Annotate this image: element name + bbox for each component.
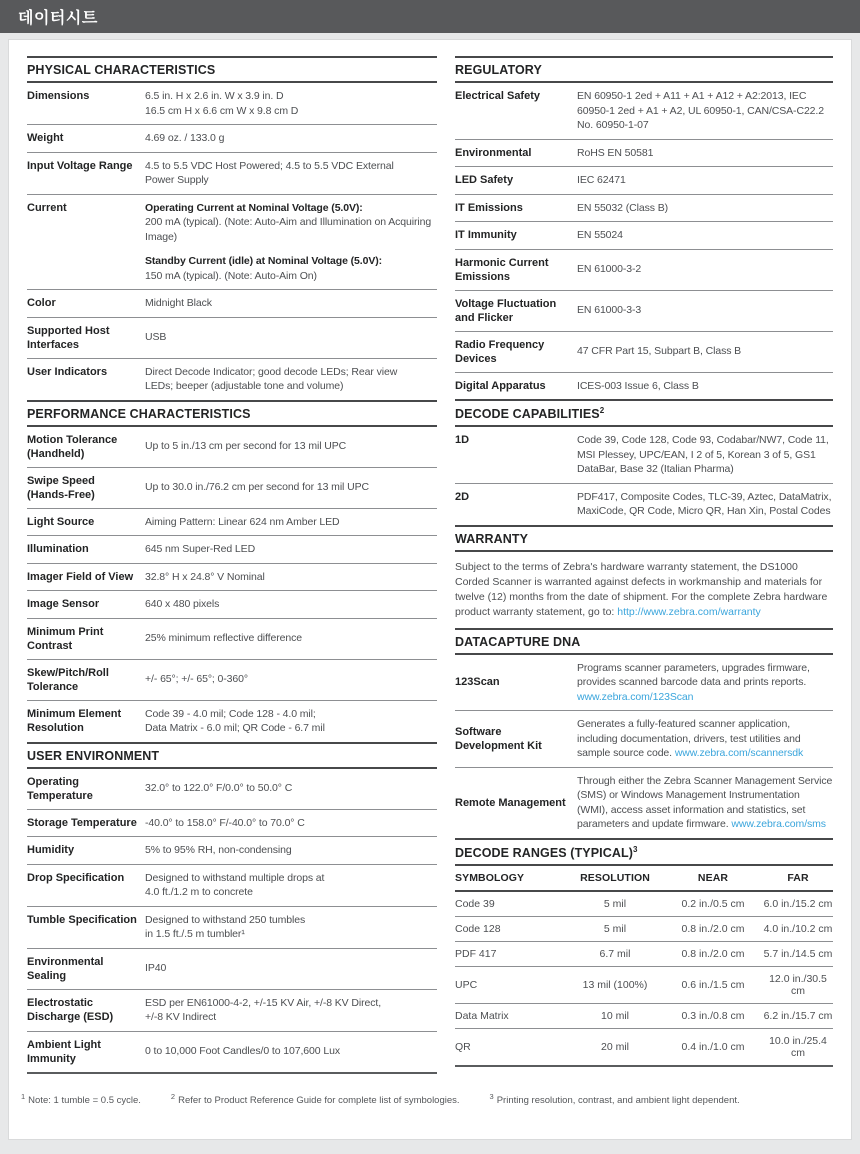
spec-row-input-voltage-range: [27, 153, 437, 195]
table-cell: 4.0 in./10.2 cm: [763, 922, 833, 935]
spec-label: Software Development Kit: [455, 725, 542, 752]
spec-label: Electrostatic Discharge (ESD): [27, 996, 114, 1023]
spec-value: [577, 661, 833, 705]
spec-value: EN 61000-3-2: [577, 263, 642, 276]
spec-value: [577, 490, 831, 519]
section-title: WARRANTY: [455, 525, 833, 552]
value-line: in 1.5 ft./.5 m tumbler¹: [145, 928, 245, 940]
spec-label: Image Sensor: [27, 598, 100, 611]
spec-label: Storage Temperature: [27, 816, 137, 829]
spec-value: EN 55032 (Class B): [577, 201, 668, 214]
value-line: Data Matrix - 6.0 mil; QR Code - 6.7 mil: [145, 722, 325, 734]
spec-row-minimum-element-resolution: [27, 701, 437, 742]
spec-label: Electrical Safety: [455, 90, 540, 102]
table-cell: 5 mil: [603, 897, 627, 910]
section-performance-characteristics: [27, 400, 437, 742]
spec-value: 5% to 95% RH, non-condensing: [145, 844, 292, 856]
spec-row-123scan: [455, 655, 833, 712]
table-cell: Code 39: [455, 897, 495, 910]
table-row: [455, 967, 833, 1004]
table-cell: 6.0 in./15.2 cm: [763, 897, 833, 910]
table-cell: QR: [455, 1040, 471, 1053]
spec-label: Remote Management: [455, 796, 566, 809]
section-regulatory: [455, 56, 833, 399]
spec-row-current: [27, 195, 437, 291]
spec-row-electrical-safety: [455, 83, 833, 140]
section-paragraph: [455, 552, 833, 628]
table-header-cell: SYMBOLOGY: [455, 871, 525, 884]
spec-row-swipe-speed-hands-free: [27, 468, 437, 509]
spec-row-radio-frequency-devices: [455, 332, 833, 373]
external-link[interactable]: http://www.zebra.com/warranty: [617, 605, 761, 618]
spec-label: Supported Host Interfaces: [27, 324, 110, 351]
section-title: DATACAPTURE DNA: [455, 628, 833, 655]
external-link[interactable]: www.zebra.com/scannersdk: [674, 747, 804, 760]
spec-label: IT Immunity: [455, 229, 517, 242]
spec-label: Swipe Speed (Hands-Free): [27, 474, 95, 501]
spec-label: User Indicators: [27, 365, 108, 378]
table-cell: 0.2 in./0.5 cm: [681, 897, 745, 910]
spec-row-humidity: [27, 837, 437, 865]
value-line: Code 39, Code 128, Code 93, Codabar/NW7, Code 11,: [577, 434, 829, 447]
value-block: [145, 201, 437, 245]
value-line: Designed to withstand 250 tumbles: [145, 913, 306, 926]
value-text: Programs scanner parameters, upgrades firmware, provides scanned barcode data and prints reports.: [577, 661, 810, 689]
value-line: 4.5 to 5.5 VDC Host Powered; 4.5 to 5.5 VDC External: [145, 159, 394, 172]
table-cell: 0.3 in./0.8 cm: [681, 1009, 745, 1022]
table-header-cell: FAR: [787, 871, 809, 884]
spec-row-remote-management: [455, 768, 833, 838]
spec-row-it-emissions: [455, 195, 833, 223]
spec-label: Light Source: [27, 515, 95, 528]
spec-row-color: [27, 290, 437, 318]
table-row: [455, 892, 833, 917]
table-row: [455, 1029, 833, 1065]
spec-label: Operating Temperature: [27, 775, 93, 802]
table-cell: 0.4 in./1.0 cm: [681, 1040, 745, 1053]
spec-value: 640 x 480 pixels: [145, 598, 220, 610]
value-text: Through either the Zebra Scanner Management Service (SMS) or Windows Management Instrumentation (WMI), access asset information and statistics, set parameters and update firmware.: [577, 774, 833, 831]
value-line: +/-8 KV Indirect: [145, 1011, 217, 1023]
spec-label: Skew/Pitch/Roll Tolerance: [27, 666, 109, 693]
spec-value: Midnight Black: [145, 297, 212, 309]
value-line: 60950-1 2ed + A1 + A2, UL 60950-1, CAN/CSA-C22.2: [577, 104, 824, 117]
table-cell: 12.0 in./30.5 cm: [769, 972, 827, 997]
spec-value: [145, 365, 397, 394]
spec-value: -40.0° to 158.0° F/-40.0° to 70.0° C: [145, 816, 305, 829]
spec-row-illumination: [27, 536, 437, 564]
spec-row-harmonic-current-emissions: [455, 250, 833, 291]
columns-container: [19, 56, 841, 1074]
spec-value: 4.69 oz. / 133.0 g: [145, 132, 225, 144]
table-cell: 10.0 in./25.4 cm: [769, 1034, 827, 1059]
spec-row-1d: [455, 427, 833, 484]
spec-row-drop-specification: [27, 865, 437, 907]
spec-row-storage-temperature: [27, 810, 437, 838]
spec-row-it-immunity: [455, 222, 833, 250]
external-link[interactable]: www.zebra.com/sms: [731, 818, 826, 831]
spec-value: [577, 433, 829, 477]
footnote-superscript: 3: [489, 1091, 494, 1101]
external-link[interactable]: www.zebra.com/123Scan: [577, 690, 694, 703]
value-block-text: 150 mA (typical). (Note: Auto-Aim On): [145, 269, 317, 282]
section-title: USER ENVIRONMENT: [27, 742, 437, 769]
section-decode-capabilities: [455, 399, 833, 525]
spec-label: 1D: [455, 434, 470, 447]
spec-row-software-development-kit: [455, 711, 833, 768]
section-physical-characteristics: [27, 56, 437, 400]
spec-value: RoHS EN 50581: [577, 146, 654, 159]
spec-row-user-indicators: [27, 359, 437, 400]
table-cell: 13 mil (100%): [582, 978, 648, 991]
value-line: Power Supply: [145, 174, 209, 186]
spec-label: 123Scan: [455, 676, 500, 689]
value-line: Direct Decode Indicator; good decode LEDs; Rear view: [145, 365, 398, 378]
spec-value: [145, 89, 298, 118]
table-cell: 6.7 mil: [599, 947, 631, 960]
spec-value: ICES-003 Issue 6, Class B: [577, 379, 699, 392]
spec-row-environmental-sealing: [27, 949, 437, 990]
spec-row-skew-pitch-roll-tolerance: [27, 660, 437, 701]
spec-label: Harmonic Current Emissions: [455, 256, 549, 283]
table-cell: 0.8 in./2.0 cm: [681, 922, 745, 935]
table-header-cell: RESOLUTION: [580, 871, 650, 884]
spec-row-motion-tolerance-handheld: [27, 427, 437, 468]
title-superscript: 3: [633, 844, 638, 854]
spec-row-voltage-fluctuation-and-flicker: [455, 291, 833, 332]
left-column: [27, 56, 437, 1074]
value-block-heading: Standby Current (idle) at Nominal Voltage (5.0V):: [145, 255, 383, 267]
spec-value: IP40: [145, 962, 167, 975]
table-cell: 5 mil: [603, 922, 627, 935]
spec-value: 32.0° to 122.0° F/0.0° to 50.0° C: [145, 782, 293, 795]
section-user-environment: [27, 742, 437, 1074]
spec-value: [577, 717, 833, 761]
spec-label: Illumination: [27, 543, 89, 556]
spec-value: 0 to 10,000 Foot Candles/0 to 107,600 Lux: [145, 1045, 340, 1058]
section-warranty: [455, 525, 833, 628]
paragraph-text: Subject to the terms of Zebra's hardware warranty statement, the DS1000 Corded Scanner is warranted against defects in workmanship and materials for twelve (12) months from the date of shipment. For the complete Zebra hardware product warranty statement, go to:: [455, 560, 828, 618]
value-line: ESD per EN61000-4-2, +/-15 KV Air, +/-8 KV Direct,: [145, 996, 382, 1009]
spec-value: EN 55024: [577, 229, 623, 241]
spec-label: Environmental: [455, 146, 532, 159]
value-line: MaxiCode, QR Code, Micro QR, Han Xin, Postal Codes: [577, 505, 831, 518]
value-line: Code 39 - 4.0 mil; Code 128 - 4.0 mil;: [145, 707, 316, 720]
table-cell: Code 128: [455, 922, 501, 935]
spec-value: IEC 62471: [577, 174, 626, 186]
spec-label: Motion Tolerance (Handheld): [27, 433, 118, 460]
value-line: No. 60950-1-07: [577, 119, 649, 131]
table-cell: 20 mil: [600, 1040, 629, 1053]
spec-row-weight: [27, 125, 437, 153]
value-line: MSI Plessey, UPC/EAN, I 2 of 5, Korean 3 of 5, GS1: [577, 448, 816, 461]
spec-label: Imager Field of View: [27, 570, 134, 583]
spec-label: Drop Specification: [27, 871, 125, 884]
value-line: DataBar, Base 32 (Italian Pharma): [577, 463, 734, 476]
section-title: DECODE CAPABILITIES$^2$: [455, 399, 833, 427]
footnote: $^2$ Refer to Product Reference Guide for complete list of symbologies.: [170, 1091, 460, 1106]
table-cell: 10 mil: [600, 1009, 629, 1022]
footnote-superscript: 2: [170, 1091, 176, 1101]
section-title: REGULATORY: [455, 56, 833, 83]
spec-label: Dimensions: [27, 90, 90, 102]
spec-row-operating-temperature: [27, 769, 437, 810]
spec-label: Environmental Sealing: [27, 955, 104, 982]
spec-value: USB: [145, 331, 167, 344]
spec-value: 32.8° H x 24.8° V Nominal: [145, 570, 265, 583]
spec-value: [145, 996, 381, 1025]
table-header-row: [455, 866, 833, 892]
spec-row-ambient-light-immunity: [27, 1032, 437, 1072]
spec-row-light-source: [27, 509, 437, 537]
spec-label: Input Voltage Range: [27, 159, 133, 172]
spec-value: +/- 65°; +/- 65°; 0-360°: [145, 673, 249, 686]
value-text: Generates a fully-featured scanner application, including documentation, drivers, test utilities and sample source code.: [577, 718, 801, 760]
spec-value: Up to 5 in./13 cm per second for 13 mil UPC: [145, 440, 347, 453]
section-decode-ranges-typical: [455, 838, 833, 1067]
table-cell: PDF 417: [455, 947, 497, 960]
page-header: [0, 0, 860, 33]
spec-row-minimum-print-contrast: [27, 619, 437, 660]
table-cell: 0.6 in./1.5 cm: [681, 978, 745, 991]
spec-value: [145, 159, 394, 188]
footnote: $^1$ Note: 1 tumble = 0.5 cycle.: [21, 1091, 141, 1106]
spec-value: EN 61000-3-3: [577, 304, 642, 317]
spec-row-led-safety: [455, 167, 833, 195]
section-title: PERFORMANCE CHARACTERISTICS: [27, 400, 437, 427]
title-superscript: 2: [599, 406, 605, 415]
spec-label: Tumble Specification: [27, 913, 137, 926]
spec-row-electrostatic-discharge-esd: [27, 990, 437, 1032]
footnotes: [19, 1092, 841, 1106]
value-block: [145, 254, 437, 283]
spec-label: Voltage Fluctuation and Flicker: [455, 297, 557, 324]
spec-row-image-sensor: [27, 591, 437, 619]
spec-label: 2D: [455, 490, 470, 503]
footnote: $^3$ Printing resolution, contrast, and ambient light dependent.: [489, 1091, 740, 1106]
spec-value: [577, 89, 824, 133]
spec-label: Humidity: [27, 844, 75, 857]
table-header-cell: NEAR: [697, 871, 729, 884]
spec-value: [145, 871, 324, 900]
value-line: 16.5 cm H x 6.6 cm W x 9.8 cm D: [145, 104, 299, 117]
section-title: PHYSICAL CHARACTERISTICS: [27, 56, 437, 83]
spec-label: LED Safety: [455, 174, 514, 187]
datasheet-card: [8, 39, 852, 1140]
value-line: EN 60950-1 2ed + A11 + A1 + A12 + A2:2013, IEC: [577, 90, 807, 102]
table-cell: 0.8 in./2.0 cm: [681, 947, 745, 960]
spec-label: Color: [27, 297, 56, 310]
spec-row-supported-host-interfaces: [27, 318, 437, 359]
spec-label: Minimum Print Contrast: [27, 625, 104, 652]
right-column: [455, 56, 833, 1074]
table-row: [455, 917, 833, 942]
footnote-superscript: 1: [21, 1091, 26, 1101]
spec-label: Ambient Light Immunity: [27, 1038, 101, 1065]
spec-label: Current: [27, 201, 67, 214]
value-line: PDF417, Composite Codes, TLC-39, Aztec, DataMatrix,: [577, 490, 832, 503]
value-line: 6.5 in. H x 2.6 in. W x 3.9 in. D: [145, 90, 284, 102]
spec-value: [145, 913, 305, 942]
spec-value: Up to 30.0 in./76.2 cm per second for 13 mil UPC: [145, 481, 369, 494]
spec-label: Minimum Element Resolution: [27, 707, 122, 734]
table-cell: Data Matrix: [455, 1009, 509, 1022]
table-row: [455, 942, 833, 967]
spec-row-digital-apparatus: [455, 373, 833, 400]
spec-value: [145, 707, 325, 736]
page-title: 데이터시트: [18, 10, 98, 27]
spec-value: [145, 201, 437, 284]
section-datacapture-dna: [455, 628, 833, 838]
spec-value: 645 nm Super-Red LED: [145, 543, 256, 555]
spec-value: 47 CFR Part 15, Subpart B, Class B: [577, 345, 742, 358]
spec-value: 25% minimum reflective difference: [145, 632, 302, 645]
value-line: Designed to withstand multiple drops at: [145, 871, 325, 884]
spec-row-2d: [455, 484, 833, 525]
spec-row-environmental: [455, 140, 833, 168]
spec-label: Radio Frequency Devices: [455, 338, 545, 365]
spec-label: Weight: [27, 132, 64, 145]
value-line: 4.0 ft./1.2 m to concrete: [145, 886, 253, 898]
spec-value: [577, 774, 833, 832]
spec-value: Aiming Pattern: Linear 624 nm Amber LED: [145, 515, 340, 528]
table-row: [455, 1004, 833, 1029]
table-cell: 6.2 in./15.7 cm: [763, 1009, 833, 1022]
spec-row-imager-field-of-view: [27, 564, 437, 592]
spec-row-dimensions: [27, 83, 437, 125]
table-cell: UPC: [455, 978, 478, 991]
spec-row-tumble-specification: [27, 907, 437, 949]
spec-label: IT Emissions: [455, 201, 523, 214]
spec-label: Digital Apparatus: [455, 379, 546, 392]
value-block-heading: Operating Current at Nominal Voltage (5.0V):: [145, 201, 363, 214]
table-cell: 5.7 in./14.5 cm: [763, 947, 833, 960]
value-line: LEDs; beeper (adjustable tone and volume): [145, 380, 344, 392]
section-title: DECODE RANGES (TYPICAL)$^3$: [455, 838, 833, 866]
value-block-text: 200 mA (typical). (Note: Auto-Aim and Illumination on Acquiring Image): [145, 216, 432, 243]
